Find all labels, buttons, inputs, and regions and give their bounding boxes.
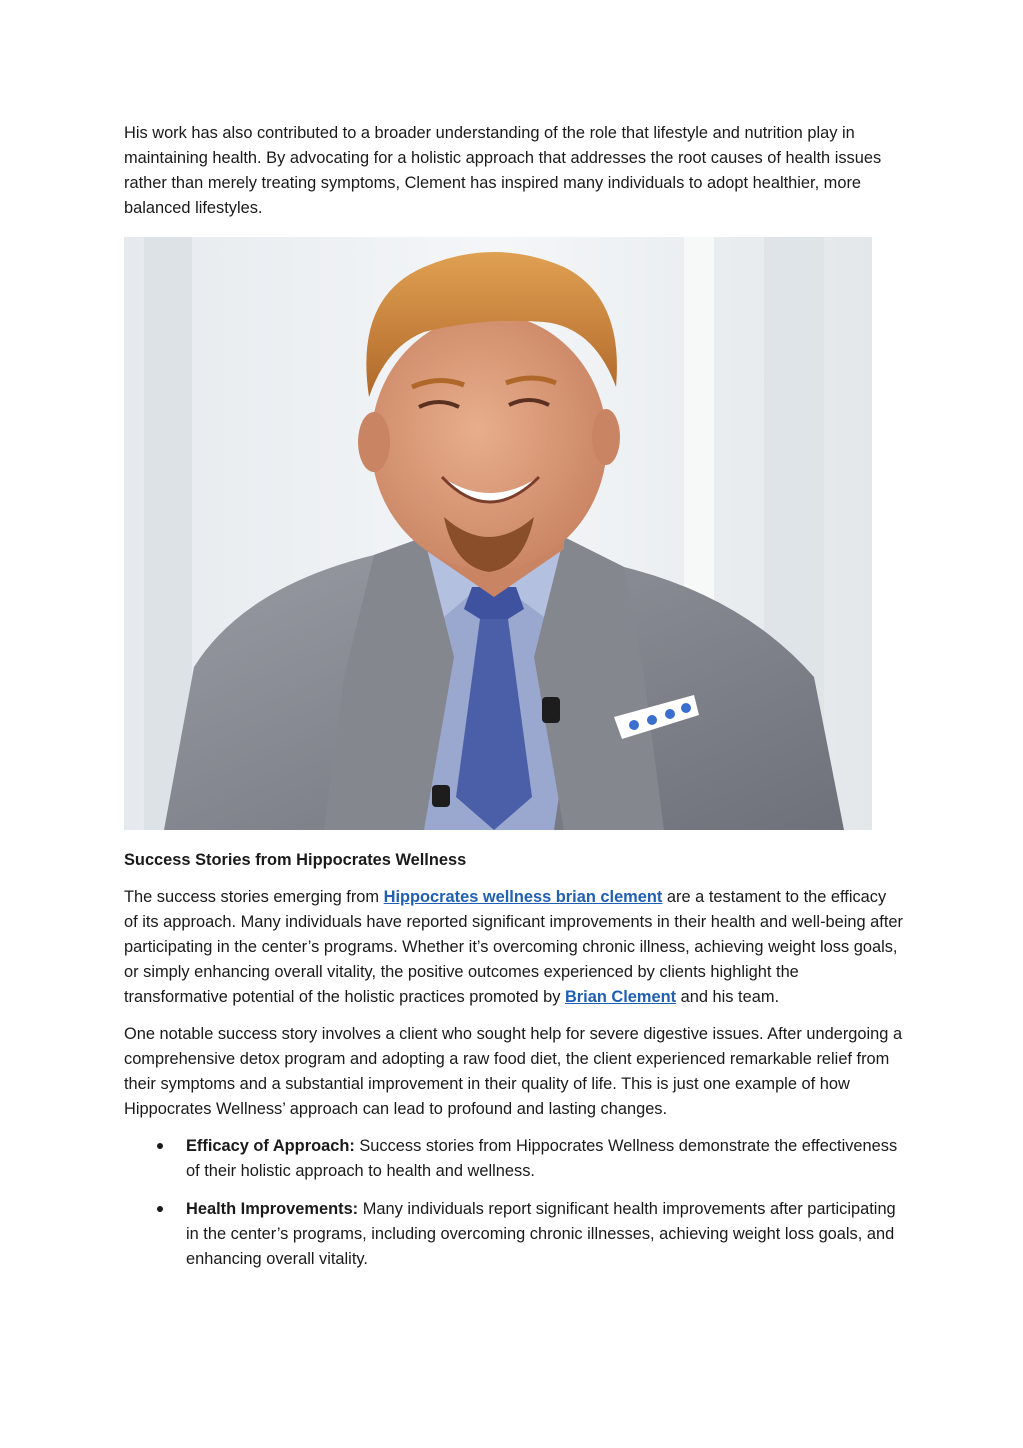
document-content bbox=[124, 121, 904, 1285]
bullet-dot-icon bbox=[157, 1143, 163, 1149]
bullet-label: Efficacy of Approach: bbox=[186, 1137, 355, 1155]
section-title: Success Stories from Hippocrates Wellness bbox=[124, 851, 467, 869]
hippocrates-wellness-link[interactable]: Hippocrates wellness brian clement bbox=[383, 888, 663, 906]
bullet-text: Many individuals report significant health improvements after participating in the center’s programs, including overcoming chronic illnesses, achieving weight loss goals, and enhancing overall vitality. bbox=[186, 1200, 896, 1268]
bullet-list bbox=[124, 1134, 904, 1272]
intro-paragraph: His work has also contributed to a broader understanding of the role that lifestyle and nutrition play in maintaining health. By advocating for a holistic approach that addresses the root causes of health issues rather than merely treating symptoms, Clement has inspired many individuals to adopt healthier, more balanced lifestyles. bbox=[124, 124, 882, 217]
paragraph-text: and his team. bbox=[676, 988, 780, 1006]
bullet-label: Health Improvements: bbox=[186, 1200, 359, 1218]
brian-clement-link[interactable]: Brian Clement bbox=[564, 988, 677, 1006]
success-story-example-paragraph: One notable success story involves a client who sought help for severe digestive issues. After undergoing a comprehensive detox program and adopting a raw food diet, the client experienced remarkable relief from their symptoms and a substantial improvement in their quality of life. This is just one example of how Hippocrates Wellness’ approach can lead to profound and lasting changes. bbox=[124, 1025, 903, 1118]
list-item bbox=[124, 1197, 904, 1272]
paragraph-text: are a testament to the efficacy of its approach. Many individuals have reported significant improvements in their health and well-being after participating in the center’s programs. Whether it’s overcoming chronic illness, achieving weight loss goals, or simply enhancing overall vitality, the positive outcomes experienced by clients highlight the transformative potential of the holistic practices promoted by bbox=[124, 888, 903, 1006]
bullet-dot-icon bbox=[157, 1206, 163, 1212]
success-stories-paragraph bbox=[124, 885, 904, 1010]
paragraph-text: The success stories emerging from bbox=[124, 888, 384, 906]
bullet-text: Success stories from Hippocrates Wellness demonstrate the effectiveness of their holistic approach to health and wellness. bbox=[186, 1137, 898, 1180]
list-item bbox=[124, 1134, 904, 1184]
portrait-photo bbox=[124, 237, 872, 830]
